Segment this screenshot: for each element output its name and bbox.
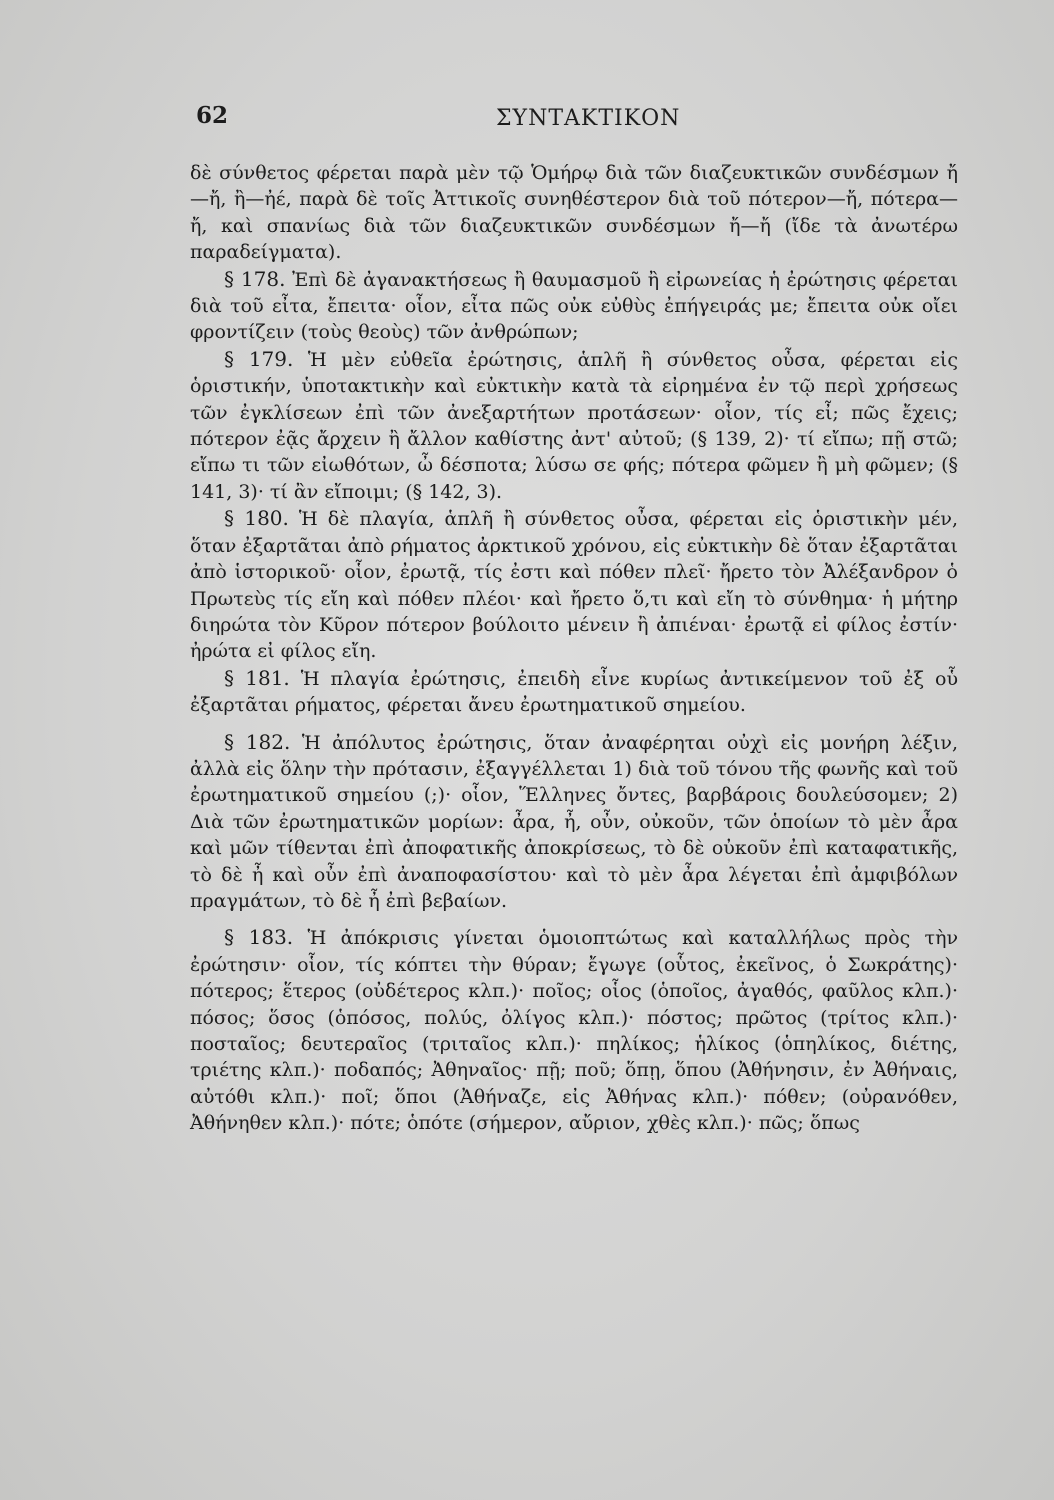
paragraph-section-183 [190,924,958,1136]
paragraph-text: Ἡ ἀπόκρισις γίνεται ὁμοιοπτώτως καὶ καταλλήλως πρὸς τὴν ἐρώτησιν· οἷον, τίς κόπτει τὴν θύραν; ἔγωγε (οὗτος, ἐκεῖνος, ὁ Σωκράτης)· πότερος; ἕτερος (οὐδέτερος κλπ.)· ποῖος; οἷος (ὁποῖος, ἀγαθός, φαῦλος κλπ.)· πόσος; ὅσος (ὁπόσος, πολύς, ὀλίγος κλπ.)· πόστος; πρῶτος (τρίτος κλπ.)· ποσταῖος; δευτεραῖος (τριταῖος κλπ.)· πηλίκος; ἡλίκος (ὁπηλίκος, διέτης, τριέτης κλπ.)· ποδαπός; Ἀθηναῖος· πῇ; ποῦ; ὅπῃ, ὅπου (Ἀθήνησιν, ἐν Ἀθήναις, αὐτόθι κλπ.)· ποῖ; ὅποι (Ἀθήναζε, εἰς Ἀθήνας κλπ.)· πόθεν; (οὐρανόθεν, Ἀθήνηθεν κλπ.)· πότε; ὁπότε (σήμερον, αὔριον, χθὲς κλπ.)· πῶς; ὅπως [190,927,959,1135]
paragraph-section-180 [190,505,958,664]
body-text [190,160,958,1137]
section-number: § 180. [224,506,289,531]
section-number: § 181. [224,665,290,690]
paragraph-continuation [190,160,958,266]
paragraph-section-178 [190,266,958,346]
paragraph-text: Ἐπὶ δὲ ἀγανακτήσεως ἢ θαυμασμοῦ ἢ εἰρωνείας ἡ ἐρώτησις φέρεται διὰ τοῦ εἶτα, ἔπειτα· οἷον, εἶτα πῶς οὐκ εὐθὺς ἐπήγειράς με; ἔπειτα οὐκ οἴει φροντίζειν (τοὺς θεοὺς) τῶν ἀνθρώπων; [190,268,959,344]
paragraph-text: δὲ σύνθετος φέρεται παρὰ μὲν τῷ Ὁμήρῳ διὰ τῶν διαζευκτικῶν συνδέσμων ἤ—ἤ, ἢ—ἠέ, παρὰ δὲ τοῖς Ἀττικοῖς συνηθέστερον διὰ τοῦ πότερον—ἤ, πότερα—ἤ, καὶ σπανίως διὰ τῶν διαζευκτικῶν συνδέσμων ἤ—ἤ (ἴδε τὰ ἀνωτέρω παραδείγματα). [190,162,958,264]
paragraph-section-182 [190,729,958,915]
running-title: ΣΥΝΤΑΚΤΙΚΟΝ [496,106,681,131]
section-number: § 182. [224,729,291,754]
paragraph-section-179 [190,346,958,505]
section-number: § 178. [224,266,286,291]
section-number: § 183. [224,925,294,950]
page-header [196,100,956,140]
paragraph-text: Ἡ ἀπόλυτος ἐρώτησις, ὅταν ἀναφέρηται οὐχὶ εἰς μονήρη λέξιν, ἀλλὰ εἰς ὅλην τὴν πρότασιν, ἐξαγγέλλεται 1) διὰ τοῦ τόνου τῆς φωνῆς καὶ τοῦ ἐρωτηματικοῦ σημείου (;)· οἷον, Ἕλληνες ὄντες, βαρβάροις δουλεύσομεν; 2) Διὰ τῶν ἐρωτηματικῶν μορίων: ἆρα, ἦ, οὖν, οὐκοῦν, τῶν ὁποίων τὸ μὲν ἆρα καὶ μῶν τίθενται ἐπὶ ἀποφατικῆς ἀποκρίσεως, τὸ δὲ οὐκοῦν ἐπὶ καταφατικῆς, τὸ δὲ ἦ καὶ οὖν ἐπὶ ἀναποφασίστου· καὶ τὸ μὲν ἆρα λέγεται ἐπὶ ἀμφιβόλων πραγμάτων, τὸ δὲ ἦ ἐπὶ βεβαίων. [190,731,959,912]
section-number: § 179. [224,346,294,371]
paragraph-text: Ἡ μὲν εὐθεῖα ἐρώτησις, ἁπλῆ ἢ σύνθετος οὖσα, φέρεται εἰς ὁριστικήν, ὑποτακτικὴν καὶ εὐκτικὴν κατὰ τὰ εἰρημένα ἐν τῷ περὶ χρήσεως τῶν ἐγκλίσεων ἐπὶ τῶν ἀνεξαρτήτων προτάσεων· οἷον, τίς εἶ; πῶς ἔχεις; πότερον ἐᾷς ἄρχειν ἢ ἄλλον καθίστης ἀντ' αὐτοῦ; (§ 139, 2)· τί εἴπω; πῇ στῶ; εἴπω τι τῶν εἰωθότων, ὦ δέσποτα; λύσω σε φής; πότερα φῶμεν ἢ μὴ φῶμεν; (§ 141, 3)· τί ἂν εἴποιμι; (§ 142, 3). [190,348,958,503]
paragraph-text: Ἡ πλαγία ἐρώτησις, ἐπειδὴ εἶνε κυρίως ἀντικείμενον τοῦ ἐξ οὗ ἐξαρτᾶται ρήματος, φέρεται ἄνευ ἐρωτηματικοῦ σημείου. [190,667,958,717]
paragraph-text: Ἡ δὲ πλαγία, ἁπλῆ ἢ σύνθετος οὖσα, φέρεται εἰς ὁριστικὴν μέν, ὅταν ἐξαρτᾶται ἀπὸ ρήματος ἀρκτικοῦ χρόνου, εἰς εὐκτικὴν δὲ ὅταν ἐξαρτᾶται ἀπὸ ἱστορικοῦ· οἷον, ἐρωτᾷ, τίς ἐστι καὶ πόθεν πλεῖ· ἤρετο τὸν Ἀλέξανδρον ὁ Πρωτεὺς τίς εἴη καὶ πόθεν πλέοι· καὶ ἤρετο ὅ,τι καὶ εἴη τὸ σύνθημα· ἡ μήτηρ διηρώτα τὸν Κῦρον πότερον βούλοιτο μένειν ἢ ἀπιέναι· ἐρωτᾷ εἰ φίλος ἐστίν· ἠρώτα εἰ φίλος εἴη. [190,508,959,663]
paragraph-section-181 [190,665,958,719]
page-number: 62 [196,102,229,129]
